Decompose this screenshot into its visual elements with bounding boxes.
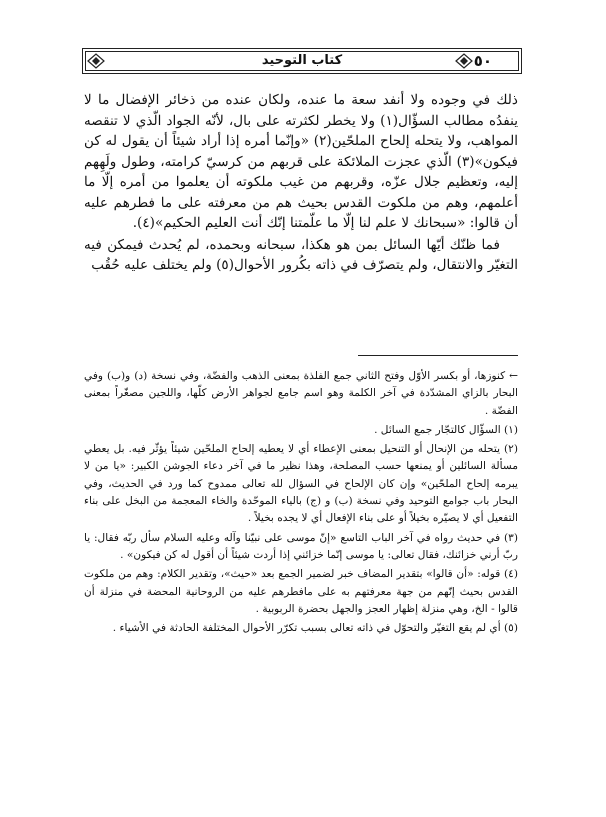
paragraph: فما ظنّك أيّها السائل بمن هو هكذا، سبحانه وبحمده، لم يُحدث فيمكن فيه التغيّر والانتقال، ولم يتصرّف في ذاته بكُرور الأحوال(٥) ولم يختلف عليه حُقُب — [84, 236, 518, 273]
main-text — [84, 90, 518, 276]
ornament-icon — [454, 52, 474, 70]
paragraph: ذلك في وجوده ولا أنفد سعة ما عنده، ولكان عنده من ذخائر الإفضال ما لا ينفدُه مطالب السؤّال(١) ولا يخطر لكثرته على بال، لأنّه الجواد الّذي لا تنقصه المواهب، ولا يتحله إلحاح الملحّين(٢) «وإنّما أمره إذا أراد شيئاً أن يقول له كن فيكون»(٣) الّذي عجزت الملائكة على قربهم من كرسيّ كرامته، وطول ولَهِهم إليه، وتعظيم جلال عزّه، وقربهم من غيب ملكوته أن يعلموا من أمره إلّا ما أعلمهم، وهم من ملكوت القدس بحيث هم من معرفته على ما فطرهم عليه أن قالوا: «سبحانك لا علم لنا إلّا ما علّمتنا إنّك أنت العليم الحكيم»(٤). — [84, 92, 518, 231]
footnote: (٥) أي لم يقع التغيّر والتحوّل في ذاته تعالى بسبب تكرّر الأحوال المختلفة الحادثة في الأشياء . — [112, 622, 518, 635]
book-title: كتاب التوحيد — [261, 53, 343, 68]
footnote: ← كنوزها، أو بكسر الأوّل وفتح الثاني جمع الفلذة بمعنى الذهب والفضّة، وفي نسخة (د) و(ب) وفي البحار بالزاي المشدّدة في آخر الكلمة وهو اسم جامع لجواهر الأرض كلّها، واللجين مصغّراً بمعنى الفضّة . — [84, 370, 518, 417]
footnote-divider — [358, 355, 518, 356]
page-number: ٥٠ — [473, 52, 492, 70]
footnote: (٢) يتحله من الإنحال أو التنحيل بمعنى الإعطاء أي لا يعطيه إلحاح الملحّين شيئاً يؤثّر فيه. بل يعطي مسألة السائلين أو يمنعها حسب المصلحة، وهذا نظير ما في آخر دعاء الجوشن الكبير: «يا من لا يبرمه إلحاح الملحّين» وإن كان الإلحاح في السؤال لله تعالى ممدوح كما ورد في الحديث، وفي البحار باب جوامع التوحيد وفي نسخة (ب) و (ج) بالياء الموحّدة والخاء المعجمة من البخل على بناء التفعيل أي لا يصيّره بخيلاً أو على بناء الإفعال أي لا يجده بخيلاً . — [84, 443, 518, 525]
page-header — [82, 48, 522, 74]
footnotes — [84, 368, 518, 639]
footnote: (٤) قوله: «أن قالوا» بتقدير المضاف خبر لضمير الجمع بعد «حيث»، وتقدير الكلام: وهم من ملكوت القدس بحيث إنّهم من جهة معرفتهم به على مافطرهم عليه من الروحانية المحضة في منزلة أن قالوا - الخ، وهي منزلة إظهار العجز والجهل بحضرة الربوبية . — [84, 568, 518, 615]
footnote: (١) السؤّال كالتجّار جمع السائل . — [374, 423, 518, 436]
footnote: (٣) في حديث رواه في آخر الباب التاسع «إنّ موسى على نبيّنا وآله وعليه السلام سأل ربّه فقال: يا ربّ أرني خزائنك، فقال تعالى: يا موسى إنّما خزائني إذا أردت شيئاً أن أقول له كن فيكون» . — [84, 531, 518, 561]
